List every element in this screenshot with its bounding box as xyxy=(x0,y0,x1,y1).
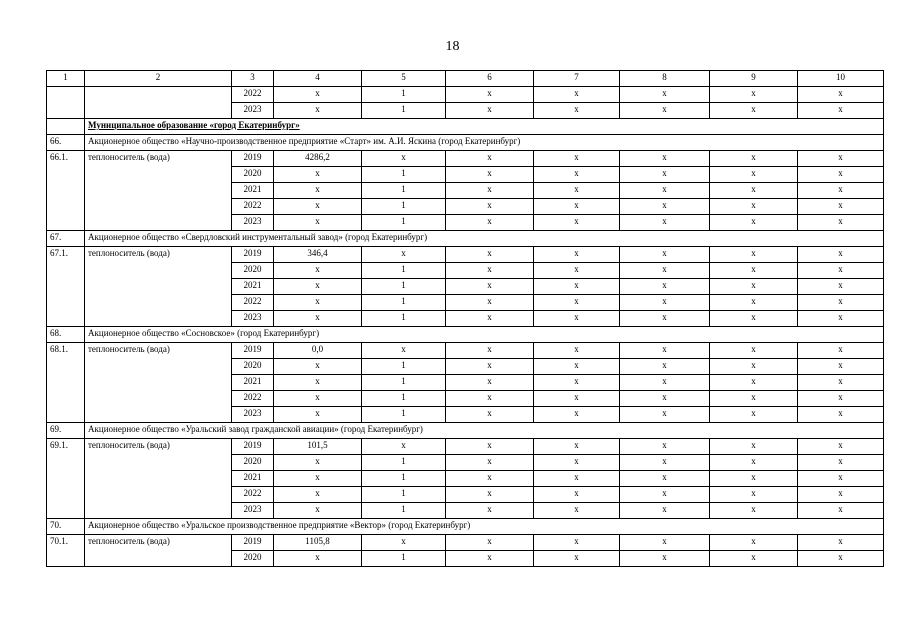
value-cell: x xyxy=(798,391,884,407)
value-cell: 1 xyxy=(362,311,446,327)
year-cell: 2023 xyxy=(232,215,274,231)
value-cell: x xyxy=(446,311,534,327)
value-cell: x xyxy=(620,295,710,311)
value-cell: x xyxy=(710,551,798,567)
value-cell: x xyxy=(534,503,620,519)
value-cell: 1 xyxy=(362,391,446,407)
value-cell: 1 xyxy=(362,407,446,423)
value-cell: x xyxy=(620,215,710,231)
section-number-cell xyxy=(47,119,85,135)
value-cell: x xyxy=(274,375,362,391)
value-cell: 1 xyxy=(362,359,446,375)
enterprise-name: Акционерное общество «Свердловский инструментальный завод» (город Екатеринбург) xyxy=(85,231,884,247)
value-cell: x xyxy=(710,487,798,503)
table-row xyxy=(47,87,884,103)
header-cell: 5 xyxy=(362,71,446,87)
value-cell: x xyxy=(534,87,620,103)
value-cell: x xyxy=(446,455,534,471)
sub-number-cell: 70.1. xyxy=(47,535,85,567)
value-cell: x xyxy=(710,295,798,311)
value-cell: x xyxy=(798,183,884,199)
value-cell: x xyxy=(446,535,534,551)
value-cell: 1 xyxy=(362,471,446,487)
year-cell: 2022 xyxy=(232,199,274,215)
value-cell: x xyxy=(446,295,534,311)
value-cell: x xyxy=(798,279,884,295)
value-cell: x xyxy=(362,151,446,167)
resource-cell: теплоноситель (вода) xyxy=(85,343,232,423)
value-cell: x xyxy=(798,151,884,167)
year-cell: 2023 xyxy=(232,407,274,423)
value-cell: x xyxy=(534,407,620,423)
value-cell: 1105,8 xyxy=(274,535,362,551)
value-cell: 4286,2 xyxy=(274,151,362,167)
enterprise-row xyxy=(47,135,884,151)
enterprise-name: Акционерное общество «Уральский завод гражданской авиации» (город Екатеринбург) xyxy=(85,423,884,439)
value-cell: x xyxy=(710,151,798,167)
value-cell: x xyxy=(620,151,710,167)
value-cell: x xyxy=(274,391,362,407)
value-cell: x xyxy=(362,343,446,359)
value-cell: x xyxy=(446,151,534,167)
value-cell: x xyxy=(446,407,534,423)
table-row xyxy=(47,535,884,551)
table-row xyxy=(47,151,884,167)
page-number: 18 xyxy=(445,39,460,54)
value-cell: x xyxy=(534,199,620,215)
sub-number-cell: 66.1. xyxy=(47,151,85,231)
value-cell: x xyxy=(274,407,362,423)
year-cell: 2021 xyxy=(232,183,274,199)
table-row xyxy=(47,439,884,455)
value-cell: x xyxy=(362,247,446,263)
value-cell: 1 xyxy=(362,87,446,103)
value-cell: x xyxy=(446,551,534,567)
value-cell: x xyxy=(710,87,798,103)
enterprise-name: Акционерное общество «Сосновское» (город Екатеринбург) xyxy=(85,327,884,343)
year-cell: 2019 xyxy=(232,343,274,359)
value-cell: x xyxy=(534,215,620,231)
value-cell: x xyxy=(446,471,534,487)
value-cell: x xyxy=(534,375,620,391)
value-cell: x xyxy=(274,551,362,567)
value-cell: x xyxy=(446,183,534,199)
value-cell: x xyxy=(274,263,362,279)
value-cell: x xyxy=(446,263,534,279)
section-title-cell xyxy=(85,119,884,135)
value-cell: x xyxy=(274,279,362,295)
value-cell: x xyxy=(620,247,710,263)
value-cell: x xyxy=(798,503,884,519)
value-cell: x xyxy=(798,487,884,503)
value-cell: 1 xyxy=(362,503,446,519)
value-cell: x xyxy=(710,535,798,551)
value-cell: x xyxy=(798,359,884,375)
value-cell: x xyxy=(798,439,884,455)
header-cell: 3 xyxy=(232,71,274,87)
value-cell: x xyxy=(710,407,798,423)
value-cell: x xyxy=(534,535,620,551)
year-cell: 2020 xyxy=(232,359,274,375)
enterprise-number: 68. xyxy=(47,327,85,343)
value-cell: x xyxy=(710,279,798,295)
value-cell: x xyxy=(710,471,798,487)
value-cell: x xyxy=(798,535,884,551)
value-cell: x xyxy=(798,295,884,311)
year-cell: 2023 xyxy=(232,503,274,519)
value-cell: x xyxy=(620,503,710,519)
value-cell: x xyxy=(446,375,534,391)
year-cell: 2019 xyxy=(232,535,274,551)
enterprise-row xyxy=(47,327,884,343)
enterprise-number: 66. xyxy=(47,135,85,151)
value-cell: x xyxy=(710,359,798,375)
year-cell: 2019 xyxy=(232,151,274,167)
value-cell: 1 xyxy=(362,375,446,391)
value-cell: 1 xyxy=(362,103,446,119)
value-cell: x xyxy=(710,167,798,183)
value-cell: x xyxy=(534,359,620,375)
year-cell: 2021 xyxy=(232,471,274,487)
value-cell: x xyxy=(798,343,884,359)
value-cell: x xyxy=(446,199,534,215)
enterprise-row xyxy=(47,231,884,247)
value-cell: 1 xyxy=(362,295,446,311)
value-cell: x xyxy=(274,471,362,487)
value-cell: x xyxy=(446,103,534,119)
tariff-table xyxy=(46,70,884,567)
enterprise-name: Акционерное общество «Научно-производственное предприятие «Старт» им. А.И. Яскина (город Екатеринбург) xyxy=(85,135,884,151)
value-cell: x xyxy=(534,391,620,407)
value-cell: x xyxy=(446,439,534,455)
value-cell: x xyxy=(710,439,798,455)
year-cell: 2020 xyxy=(232,167,274,183)
value-cell: 101,5 xyxy=(274,439,362,455)
value-cell: x xyxy=(274,199,362,215)
value-cell: x xyxy=(446,487,534,503)
year-cell: 2022 xyxy=(232,87,274,103)
year-cell: 2019 xyxy=(232,247,274,263)
value-cell: x xyxy=(274,311,362,327)
value-cell: x xyxy=(620,471,710,487)
value-cell: x xyxy=(446,343,534,359)
value-cell: x xyxy=(534,551,620,567)
value-cell: 1 xyxy=(362,199,446,215)
resource-cell: теплоноситель (вода) xyxy=(85,247,232,327)
value-cell: x xyxy=(274,455,362,471)
sub-number-cell: 69.1. xyxy=(47,439,85,519)
value-cell: x xyxy=(362,535,446,551)
value-cell: x xyxy=(534,279,620,295)
value-cell: x xyxy=(534,183,620,199)
value-cell: x xyxy=(446,167,534,183)
value-cell: x xyxy=(534,167,620,183)
value-cell: x xyxy=(620,535,710,551)
value-cell: x xyxy=(534,343,620,359)
table-row xyxy=(47,343,884,359)
resource-cell: теплоноситель (вода) xyxy=(85,151,232,231)
value-cell: x xyxy=(710,103,798,119)
value-cell: x xyxy=(446,87,534,103)
year-cell: 2021 xyxy=(232,375,274,391)
value-cell: x xyxy=(798,311,884,327)
value-cell: x xyxy=(620,391,710,407)
value-cell: x xyxy=(274,183,362,199)
value-cell: x xyxy=(710,503,798,519)
enterprise-number: 67. xyxy=(47,231,85,247)
resource-cell: теплоноситель (вода) xyxy=(85,535,232,567)
year-cell: 2022 xyxy=(232,391,274,407)
enterprise-row xyxy=(47,519,884,535)
value-cell: x xyxy=(620,279,710,295)
value-cell: 1 xyxy=(362,215,446,231)
year-cell: 2019 xyxy=(232,439,274,455)
header-cell: 8 xyxy=(620,71,710,87)
value-cell: x xyxy=(446,359,534,375)
value-cell: x xyxy=(620,167,710,183)
value-cell: x xyxy=(620,407,710,423)
value-cell: x xyxy=(534,103,620,119)
value-cell: x xyxy=(534,455,620,471)
value-cell: x xyxy=(534,263,620,279)
value-cell: x xyxy=(798,455,884,471)
value-cell: x xyxy=(620,359,710,375)
value-cell: x xyxy=(274,503,362,519)
value-cell: x xyxy=(534,295,620,311)
value-cell: x xyxy=(710,391,798,407)
value-cell: x xyxy=(534,247,620,263)
value-cell: x xyxy=(362,439,446,455)
value-cell: x xyxy=(798,247,884,263)
value-cell: x xyxy=(274,167,362,183)
year-cell: 2021 xyxy=(232,279,274,295)
resource-cell xyxy=(85,87,232,119)
value-cell: x xyxy=(274,87,362,103)
value-cell: x xyxy=(710,263,798,279)
value-cell: x xyxy=(620,455,710,471)
value-cell: x xyxy=(620,103,710,119)
enterprise-name: Акционерное общество «Уральское производственное предприятие «Вектор» (город Екатеринбург) xyxy=(85,519,884,535)
value-cell: x xyxy=(274,295,362,311)
value-cell: 0,0 xyxy=(274,343,362,359)
value-cell: x xyxy=(534,311,620,327)
resource-cell: теплоноситель (вода) xyxy=(85,439,232,519)
header-cell: 2 xyxy=(85,71,232,87)
value-cell: x xyxy=(798,551,884,567)
year-cell: 2023 xyxy=(232,311,274,327)
header-cell: 4 xyxy=(274,71,362,87)
value-cell: x xyxy=(798,407,884,423)
year-cell: 2022 xyxy=(232,295,274,311)
value-cell: 1 xyxy=(362,183,446,199)
value-cell: x xyxy=(798,215,884,231)
header-cell: 10 xyxy=(798,71,884,87)
value-cell: x xyxy=(710,183,798,199)
value-cell: x xyxy=(446,247,534,263)
sub-number-cell: 67.1. xyxy=(47,247,85,327)
value-cell: x xyxy=(798,87,884,103)
value-cell: x xyxy=(798,199,884,215)
header-cell: 9 xyxy=(710,71,798,87)
value-cell: x xyxy=(710,455,798,471)
value-cell: 1 xyxy=(362,279,446,295)
value-cell: x xyxy=(798,375,884,391)
value-cell: x xyxy=(798,103,884,119)
year-cell: 2020 xyxy=(232,455,274,471)
value-cell: x xyxy=(620,199,710,215)
value-cell: x xyxy=(534,151,620,167)
enterprise-row xyxy=(47,423,884,439)
value-cell: x xyxy=(620,183,710,199)
sub-number-cell: 68.1. xyxy=(47,343,85,423)
value-cell: x xyxy=(620,487,710,503)
value-cell: x xyxy=(446,503,534,519)
value-cell: x xyxy=(534,439,620,455)
value-cell: 346,4 xyxy=(274,247,362,263)
value-cell: x xyxy=(710,343,798,359)
value-cell: x xyxy=(446,215,534,231)
value-cell: x xyxy=(710,311,798,327)
value-cell: x xyxy=(710,247,798,263)
value-cell: x xyxy=(446,391,534,407)
value-cell: 1 xyxy=(362,551,446,567)
value-cell: x xyxy=(620,87,710,103)
value-cell: x xyxy=(620,375,710,391)
year-cell: 2020 xyxy=(232,263,274,279)
enterprise-number: 70. xyxy=(47,519,85,535)
enterprise-number: 69. xyxy=(47,423,85,439)
header-cell: 1 xyxy=(47,71,85,87)
value-cell: 1 xyxy=(362,263,446,279)
value-cell: x xyxy=(798,263,884,279)
value-cell: x xyxy=(710,215,798,231)
section-row xyxy=(47,119,884,135)
value-cell: x xyxy=(620,311,710,327)
value-cell: x xyxy=(798,471,884,487)
value-cell: x xyxy=(620,343,710,359)
table-row xyxy=(47,247,884,263)
header-row xyxy=(47,71,884,87)
number-cell xyxy=(47,87,85,119)
value-cell: x xyxy=(446,279,534,295)
value-cell: x xyxy=(620,439,710,455)
value-cell: 1 xyxy=(362,487,446,503)
value-cell: x xyxy=(274,103,362,119)
value-cell: x xyxy=(274,215,362,231)
value-cell: x xyxy=(798,167,884,183)
header-cell: 6 xyxy=(446,71,534,87)
value-cell: x xyxy=(710,375,798,391)
value-cell: 1 xyxy=(362,167,446,183)
year-cell: 2022 xyxy=(232,487,274,503)
value-cell: x xyxy=(534,487,620,503)
value-cell: x xyxy=(620,263,710,279)
header-cell: 7 xyxy=(534,71,620,87)
value-cell: x xyxy=(620,551,710,567)
section-title: Муниципальное образование «город Екатеринбург» xyxy=(88,120,300,130)
value-cell: x xyxy=(274,487,362,503)
year-cell: 2023 xyxy=(232,103,274,119)
value-cell: 1 xyxy=(362,455,446,471)
year-cell: 2020 xyxy=(232,551,274,567)
value-cell: x xyxy=(534,471,620,487)
table-body xyxy=(47,71,884,567)
value-cell: x xyxy=(274,359,362,375)
value-cell: x xyxy=(710,199,798,215)
